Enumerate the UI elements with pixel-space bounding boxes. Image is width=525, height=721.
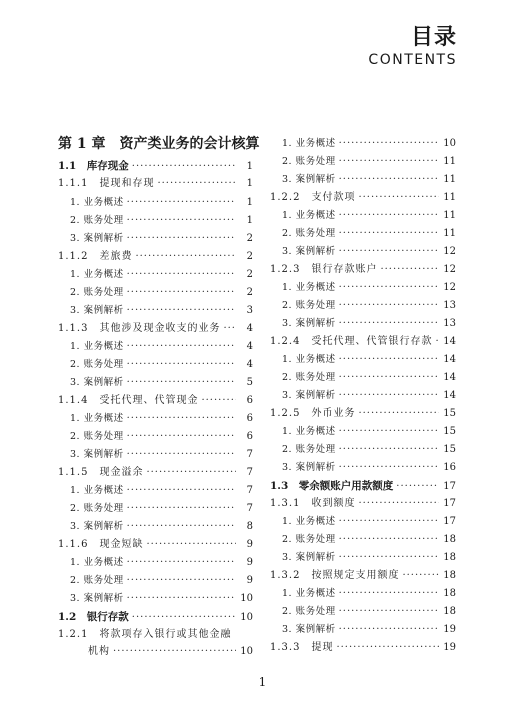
toc-entry-page: 3 bbox=[246, 305, 253, 316]
toc-entry-label: 2. 账务处理 bbox=[70, 431, 124, 442]
toc-entry-page: 2 bbox=[246, 251, 253, 262]
toc-entry bbox=[270, 534, 456, 546]
toc-entry-page: 10 bbox=[443, 138, 456, 149]
toc-entry-label: 1.1.3 其他涉及现金收支的业务 bbox=[58, 323, 221, 334]
toc-entry-label: 1.2.1 将款项存入银行或其他金融 bbox=[58, 629, 232, 640]
toc-entry-page: 6 bbox=[246, 395, 253, 406]
toc-entry bbox=[58, 539, 253, 551]
toc-leader-dots bbox=[157, 178, 236, 190]
toc-entry-page: 1 bbox=[246, 178, 253, 189]
toc-leader-dots bbox=[339, 156, 439, 168]
toc-entry-label: 2. 账务处理 bbox=[70, 287, 124, 298]
toc-leader-dots bbox=[113, 646, 236, 658]
toc-entry-page: 10 bbox=[240, 593, 253, 604]
toc-entry-page: 2 bbox=[246, 287, 253, 298]
toc-entry-page: 1 bbox=[246, 215, 253, 226]
toc-entry-label: 1.1 库存现金 bbox=[58, 160, 129, 172]
toc-leader-dots bbox=[339, 606, 439, 618]
toc-entry bbox=[270, 462, 456, 474]
toc-entry-label: 3. 案例解析 bbox=[282, 552, 336, 563]
toc-entry-page: 9 bbox=[246, 575, 253, 586]
toc-entry bbox=[270, 624, 456, 636]
toc-leader-dots bbox=[339, 552, 439, 564]
toc-entry-label: 3. 案例解析 bbox=[282, 624, 336, 635]
toc-entry-label: 第 1 章 资产类业务的会计核算 bbox=[58, 136, 260, 152]
toc-entry-page: 18 bbox=[443, 552, 456, 563]
toc-entry bbox=[58, 395, 253, 407]
toc-entry-page: 17 bbox=[443, 498, 456, 509]
toc-leader-dots bbox=[127, 215, 236, 227]
toc-entry bbox=[270, 354, 456, 366]
toc-leader-dots bbox=[127, 359, 236, 371]
toc-entry-page: 9 bbox=[246, 539, 253, 550]
toc-entry bbox=[58, 215, 253, 227]
toc-entry-page: 14 bbox=[443, 372, 456, 383]
toc-entry bbox=[58, 503, 253, 515]
toc-leader-dots bbox=[339, 462, 439, 474]
toc-entry bbox=[270, 588, 456, 600]
toc-leader-dots bbox=[402, 570, 439, 582]
toc-entry-label: 3. 案例解析 bbox=[282, 318, 336, 329]
toc-leader-dots bbox=[339, 282, 439, 294]
toc-entry bbox=[58, 485, 253, 497]
toc-entry bbox=[58, 305, 253, 317]
toc-leader-dots bbox=[132, 161, 236, 173]
toc-leader-dots bbox=[396, 481, 439, 493]
toc-entry-page: 16 bbox=[443, 462, 456, 473]
toc-entry bbox=[270, 390, 456, 402]
toc-entry-page: 5 bbox=[246, 377, 253, 388]
toc-entry-page: 7 bbox=[246, 485, 253, 496]
toc-entry bbox=[58, 557, 253, 569]
toc-leader-dots bbox=[201, 395, 236, 407]
toc-leader-dots bbox=[339, 138, 439, 150]
toc-entry bbox=[58, 467, 253, 479]
toc-entry-label: 3. 案例解析 bbox=[70, 521, 124, 532]
toc-entry-page: 18 bbox=[443, 588, 456, 599]
toc-entry bbox=[270, 282, 456, 294]
toc-entry bbox=[270, 444, 456, 456]
toc-entry-page: 18 bbox=[443, 534, 456, 545]
toc-entry-page: 19 bbox=[443, 642, 456, 653]
toc-entry bbox=[270, 210, 456, 222]
toc-entry-page: 2 bbox=[246, 269, 253, 280]
toc-entry-page: 11 bbox=[443, 192, 456, 203]
toc-leader-dots bbox=[127, 197, 236, 209]
toc-leader-dots bbox=[339, 318, 439, 330]
toc-entry-label: 1. 业务概述 bbox=[282, 210, 336, 221]
toc-leader-dots bbox=[339, 372, 439, 384]
toc-entry bbox=[270, 318, 456, 330]
toc-entry-page: 18 bbox=[443, 606, 456, 617]
toc-leader-dots bbox=[127, 341, 236, 353]
toc-entry bbox=[270, 372, 456, 384]
toc-entry bbox=[270, 174, 456, 186]
toc-entry-label: 1.1.5 现金溢余 bbox=[58, 467, 144, 478]
toc-leader-dots bbox=[127, 503, 236, 515]
toc-entry-page: 6 bbox=[246, 431, 253, 442]
toc-leader-dots bbox=[127, 521, 236, 533]
toc-leader-dots bbox=[146, 467, 236, 479]
toc-entry-label: 1.1.2 差旅费 bbox=[58, 251, 133, 262]
toc-leader-dots bbox=[127, 431, 236, 443]
toc-entry-page: 15 bbox=[443, 444, 456, 455]
toc-leader-dots bbox=[339, 534, 439, 546]
toc-entry-label: 2. 账务处理 bbox=[282, 228, 336, 239]
toc-entry-label: 1. 业务概述 bbox=[70, 269, 124, 280]
toc-entry-label: 1.2 银行存款 bbox=[58, 611, 129, 623]
toc-entry-page: 10 bbox=[240, 646, 253, 657]
toc-entry-label: 1.3 零余额账户用款额度 bbox=[270, 480, 394, 492]
toc-entry-page: 4 bbox=[246, 341, 253, 352]
toc-leader-dots bbox=[339, 174, 439, 186]
toc-entry bbox=[270, 570, 456, 582]
toc-entry-label: 2. 账务处理 bbox=[70, 215, 124, 226]
toc-leader-dots bbox=[339, 228, 439, 240]
toc-entry-label: 2. 账务处理 bbox=[70, 503, 124, 514]
toc-entry-page: 13 bbox=[443, 318, 456, 329]
toc-entry-label: 1.3.2 按照规定支用额度 bbox=[270, 570, 400, 581]
toc-entry-label: 1.1.1 提现和存现 bbox=[58, 178, 155, 189]
toc-leader-dots bbox=[127, 575, 236, 587]
toc-leader-dots bbox=[127, 449, 236, 461]
toc-entry-label: 1.2.5 外币业务 bbox=[270, 408, 356, 419]
toc-entry bbox=[58, 178, 253, 190]
toc-entry-label: 1. 业务概述 bbox=[70, 557, 124, 568]
toc-entry-label: 3. 案例解析 bbox=[282, 462, 336, 473]
toc-entry-page: 11 bbox=[443, 210, 456, 221]
toc-leader-dots bbox=[127, 485, 236, 497]
toc-leader-dots bbox=[127, 305, 236, 317]
toc-entry-label: 3. 案例解析 bbox=[70, 233, 124, 244]
toc-entry-label: 2. 账务处理 bbox=[70, 359, 124, 370]
toc-entry-label: 1.1.6 现金短缺 bbox=[58, 539, 144, 550]
toc-entry-label: 3. 案例解析 bbox=[282, 174, 336, 185]
toc-entry-page: 1 bbox=[246, 197, 253, 208]
toc-leader-dots bbox=[380, 264, 439, 276]
toc-entry bbox=[58, 646, 253, 658]
toc-entry-page: 10 bbox=[240, 612, 253, 623]
toc-entry bbox=[58, 449, 253, 461]
toc-entry-page: 14 bbox=[443, 336, 456, 347]
toc-entry bbox=[270, 498, 456, 510]
toc-entry bbox=[58, 359, 253, 371]
toc-leader-dots bbox=[339, 426, 439, 438]
toc-entry-label: 1. 业务概述 bbox=[70, 485, 124, 496]
toc-entry-label: 1.2.3 银行存款账户 bbox=[270, 264, 378, 275]
toc-entry bbox=[58, 323, 253, 335]
toc-entry-label: 2. 账务处理 bbox=[282, 300, 336, 311]
toc-entry bbox=[58, 233, 253, 245]
toc-entry-page: 8 bbox=[246, 521, 253, 532]
toc-entry-page: 15 bbox=[443, 408, 456, 419]
toc-entry bbox=[58, 160, 253, 173]
toc-leader-dots bbox=[132, 612, 236, 624]
toc-entry bbox=[58, 251, 253, 263]
toc-leader-dots bbox=[127, 233, 236, 245]
toc-leader-dots bbox=[135, 251, 236, 263]
toc-leader-dots bbox=[127, 377, 236, 389]
toc-entry bbox=[270, 408, 456, 420]
toc-leader-dots bbox=[358, 498, 439, 510]
toc-entry-label: 2. 账务处理 bbox=[282, 372, 336, 383]
toc-entry-label: 机构 bbox=[88, 646, 110, 657]
toc-entry-page: 17 bbox=[443, 481, 456, 492]
toc-entry bbox=[270, 264, 456, 276]
toc-leader-dots bbox=[127, 413, 236, 425]
toc-leader-dots bbox=[339, 300, 439, 312]
toc-entry-label: 3. 案例解析 bbox=[70, 305, 124, 316]
toc-entry-page: 14 bbox=[443, 354, 456, 365]
toc-entry bbox=[270, 426, 456, 438]
toc-entry-page: 17 bbox=[443, 516, 456, 527]
toc-entry bbox=[58, 521, 253, 533]
toc-leader-dots bbox=[339, 390, 439, 402]
toc-entry-page: 9 bbox=[246, 557, 253, 568]
toc-entry-label: 1. 业务概述 bbox=[282, 426, 336, 437]
toc-leader-dots bbox=[339, 246, 439, 258]
toc-entry-label: 2. 账务处理 bbox=[282, 444, 336, 455]
toc-entry-page: 6 bbox=[246, 413, 253, 424]
toc-entry-page: 7 bbox=[246, 503, 253, 514]
toc-entry-page: 1 bbox=[246, 161, 253, 172]
toc-entry bbox=[270, 192, 456, 204]
toc-entry-label: 2. 账务处理 bbox=[282, 534, 336, 545]
toc-entry bbox=[58, 575, 253, 587]
toc-entry-label: 1. 业务概述 bbox=[282, 138, 336, 149]
toc-leader-dots bbox=[358, 408, 439, 420]
toc-entry-label: 1. 业务概述 bbox=[70, 341, 124, 352]
toc-entry bbox=[270, 480, 456, 493]
toc-entry-page: 7 bbox=[246, 449, 253, 460]
toc-entry-label: 1.2.2 支付款项 bbox=[270, 192, 356, 203]
toc-entry-label: 3. 案例解析 bbox=[282, 246, 336, 257]
toc-entry-page: 12 bbox=[443, 246, 456, 257]
toc-entry-page: 11 bbox=[443, 228, 456, 239]
toc-leader-dots bbox=[435, 336, 439, 348]
toc-entry-page: 4 bbox=[246, 323, 253, 334]
toc-entry-page: 2 bbox=[246, 233, 253, 244]
toc-entry bbox=[58, 197, 253, 209]
toc-leader-dots bbox=[223, 323, 236, 335]
toc-entry-label: 3. 案例解析 bbox=[70, 593, 124, 604]
toc-entry bbox=[58, 413, 253, 425]
toc-entry bbox=[270, 228, 456, 240]
toc-leader-dots bbox=[127, 269, 236, 281]
toc-entry bbox=[270, 516, 456, 528]
toc-entry-label: 2. 账务处理 bbox=[70, 575, 124, 586]
toc-leader-dots bbox=[336, 642, 439, 654]
toc-entry bbox=[270, 552, 456, 564]
toc-entry-page: 4 bbox=[246, 359, 253, 370]
toc-entry-page: 11 bbox=[443, 174, 456, 185]
toc-entry-page: 13 bbox=[443, 300, 456, 311]
toc-entry-page: 19 bbox=[443, 624, 456, 635]
toc-entry bbox=[58, 431, 253, 443]
toc-entry-label: 1. 业务概述 bbox=[70, 197, 124, 208]
toc-entry-label: 3. 案例解析 bbox=[70, 449, 124, 460]
toc-entry-label: 1. 业务概述 bbox=[282, 588, 336, 599]
toc-leader-dots bbox=[339, 210, 439, 222]
toc-entry bbox=[270, 156, 456, 168]
toc-entry bbox=[58, 269, 253, 281]
toc-leader-dots bbox=[127, 557, 236, 569]
toc-leader-dots bbox=[339, 354, 439, 366]
toc-entry-label: 1. 业务概述 bbox=[282, 354, 336, 365]
toc-entry bbox=[58, 377, 253, 389]
toc-entry bbox=[58, 629, 253, 641]
toc-entry bbox=[58, 593, 253, 605]
toc-entry-label: 1.3.1 收到额度 bbox=[270, 498, 356, 509]
toc-entry-label: 1.1.4 受托代理、代管现金 bbox=[58, 395, 199, 406]
toc-entry-label: 2. 账务处理 bbox=[282, 606, 336, 617]
toc-leader-dots bbox=[339, 516, 439, 528]
toc-entry-page: 11 bbox=[443, 156, 456, 167]
toc-entry-label: 1.3.3 提现 bbox=[270, 642, 334, 653]
toc-entry bbox=[270, 642, 456, 654]
toc-leader-dots bbox=[339, 624, 439, 636]
page-number: 1 bbox=[258, 675, 267, 689]
toc-leader-dots bbox=[358, 192, 439, 204]
toc-entry-label: 1.2.4 受托代理、代管银行存款 bbox=[270, 336, 433, 347]
contents-title: 目录 bbox=[410, 25, 457, 50]
toc-leader-dots bbox=[339, 588, 439, 600]
toc-entry-label: 1. 业务概述 bbox=[70, 413, 124, 424]
toc-entry bbox=[270, 138, 456, 150]
toc-entry-page: 12 bbox=[443, 264, 456, 275]
toc-entry-label: 1. 业务概述 bbox=[282, 516, 336, 527]
toc-leader-dots bbox=[127, 287, 236, 299]
toc-entry bbox=[58, 341, 253, 353]
toc-leader-dots bbox=[146, 539, 236, 551]
toc-entry-page: 12 bbox=[443, 282, 456, 293]
toc-entry-page: 14 bbox=[443, 390, 456, 401]
toc-entry bbox=[58, 611, 253, 624]
toc-leader-dots bbox=[127, 593, 236, 605]
toc-entry-label: 3. 案例解析 bbox=[70, 377, 124, 388]
toc-entry bbox=[270, 246, 456, 258]
toc-entry bbox=[270, 336, 456, 348]
toc-leader-dots bbox=[339, 444, 439, 456]
toc-entry-page: 18 bbox=[443, 570, 456, 581]
toc-entry bbox=[270, 300, 456, 312]
toc-entry-page: 15 bbox=[443, 426, 456, 437]
toc-chapter-heading bbox=[58, 136, 260, 152]
toc-entry-label: 2. 账务处理 bbox=[282, 156, 336, 167]
toc-entry-page: 7 bbox=[246, 467, 253, 478]
toc-entry bbox=[270, 606, 456, 618]
toc-entry-label: 1. 业务概述 bbox=[282, 282, 336, 293]
contents-subtitle: CONTENTS bbox=[368, 52, 457, 68]
toc-entry-label: 3. 案例解析 bbox=[282, 390, 336, 401]
toc-entry bbox=[58, 287, 253, 299]
